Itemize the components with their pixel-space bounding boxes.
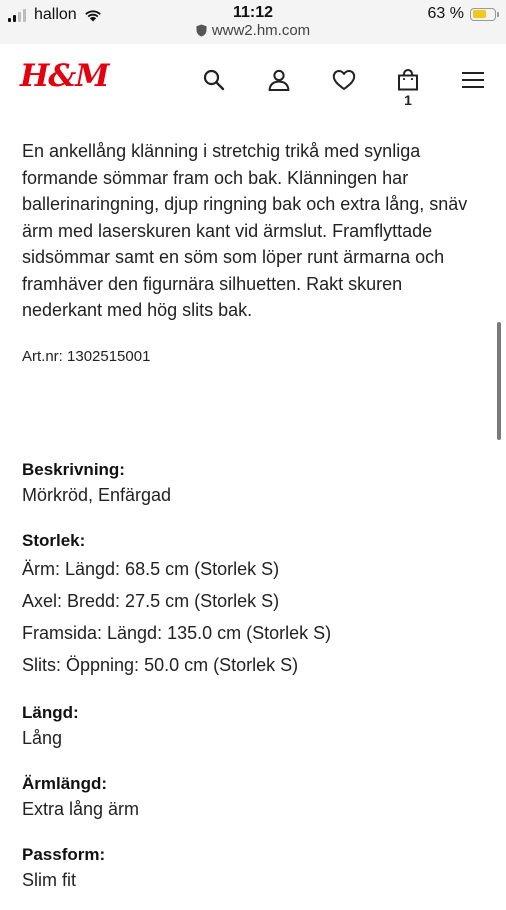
url-text: www2.hm.com [211, 22, 311, 39]
article-number: Art.nr: 1302515001 [22, 347, 151, 365]
product-description: En ankellång klänning i stretchig trikå med synliga formande sömmar fram och bak. Klänningen har ballerinaringning, djup ringning bak och extra lång, snäv ärm med laserskuren kant vid ärmslut. Framflyttade sidsömmar samt en söm som löper runt ärmarna och framhäver den figurnära silhuetten. Rakt skuren nederkant med hög slits bak. [22, 141, 468, 320]
status-right [428, 5, 496, 23]
detail-title: Beskrivning: [22, 460, 125, 479]
site-header [0, 44, 506, 122]
detail-value: Mörkröd, Enfärgad [22, 485, 172, 505]
shopping-bag-icon [396, 68, 420, 92]
detail-title: Passform: [22, 845, 106, 864]
account-button[interactable] [265, 66, 293, 94]
hm-logo[interactable]: H&M [20, 58, 109, 94]
size-line: Axel: Bredd: 27.5 cm (Storlek S) [22, 591, 280, 611]
detail-value: Lång [22, 728, 63, 748]
clock: 11:12 [232, 4, 274, 21]
carrier-name: hallon [34, 6, 77, 23]
detail-title: Längd: [22, 703, 79, 722]
bag-count-badge: 1 [404, 92, 412, 108]
search-button[interactable] [200, 66, 228, 94]
size-line: Framsida: Längd: 135.0 cm (Storlek S) [22, 623, 332, 643]
shopping-bag-button[interactable] [394, 66, 422, 94]
battery-fill [473, 10, 486, 18]
detail-size [22, 529, 484, 681]
detail-description [22, 458, 484, 509]
url-bar[interactable] [0, 22, 506, 39]
menu-button[interactable] [459, 66, 487, 94]
heart-icon [332, 69, 356, 91]
menu-icon [460, 70, 486, 90]
size-line: Slits: Öppning: 50.0 cm (Storlek S) [22, 655, 299, 675]
battery-icon [470, 8, 496, 21]
battery-tip [497, 12, 499, 17]
shield-icon [196, 24, 207, 37]
status-bar [0, 0, 506, 44]
detail-fit [22, 843, 484, 894]
search-icon [202, 68, 226, 92]
detail-value: Slim fit [22, 870, 76, 890]
favorites-button[interactable] [330, 66, 358, 94]
detail-title: Storlek: [22, 531, 86, 550]
detail-sleeve-length [22, 772, 484, 823]
product-details [22, 458, 484, 910]
size-line: Ärm: Längd: 68.5 cm (Storlek S) [22, 559, 280, 579]
account-icon [267, 68, 291, 92]
detail-length [22, 701, 484, 752]
detail-title: Ärmlängd: [22, 774, 107, 793]
product-description-section [22, 138, 484, 365]
scrollbar-thumb[interactable] [497, 322, 501, 440]
detail-value: Extra lång ärm [22, 799, 140, 819]
battery-percent: 63 % [427, 5, 464, 22]
